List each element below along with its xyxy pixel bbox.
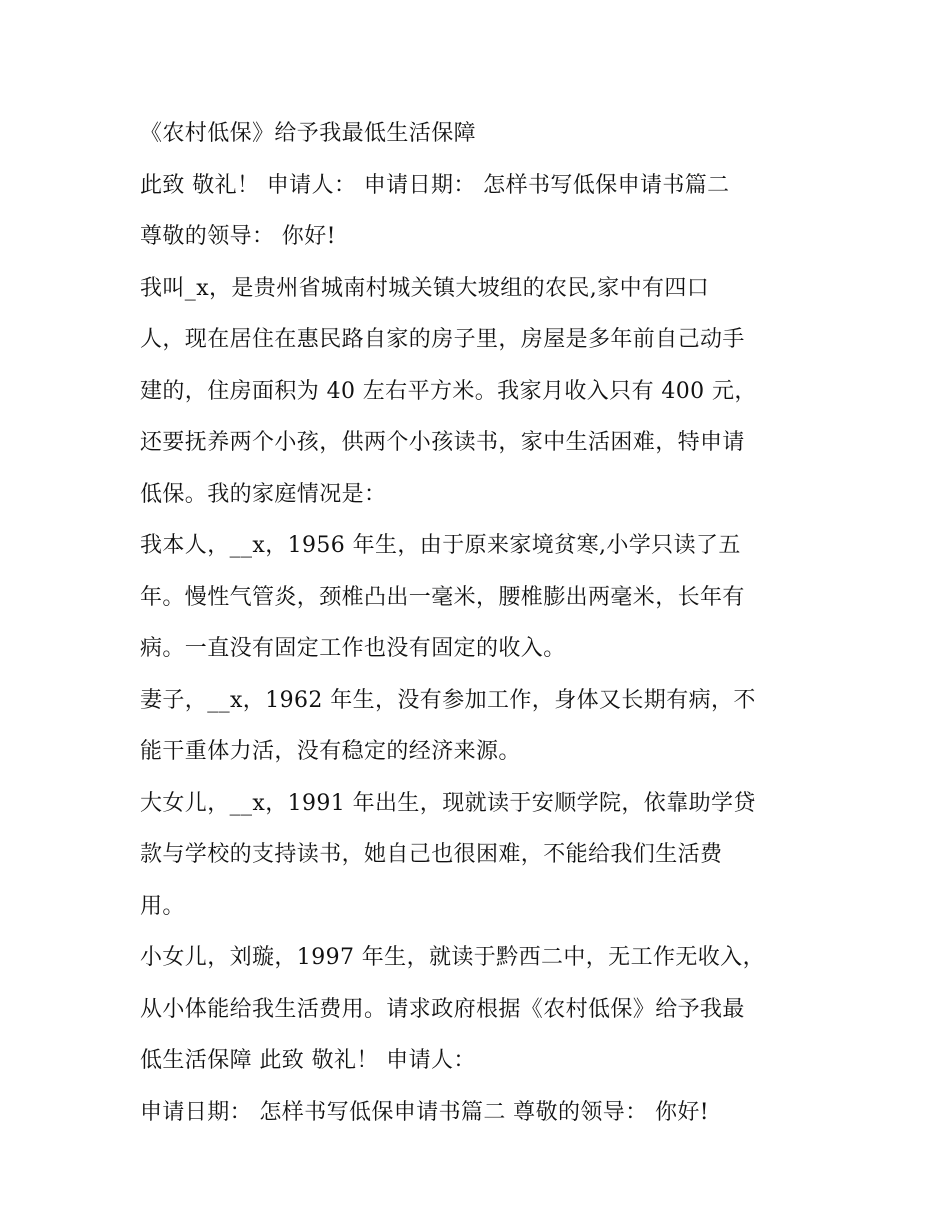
text-line: 还要抚养两个小孩，供两个小孩读书，家中生活困难，特申请 <box>140 430 745 455</box>
text-line: 年。慢性气管炎，颈椎凸出一毫米，腰椎膨出两毫米，长年有 <box>140 584 745 610</box>
text-line: 小女儿，刘璇，1997 年生，就读于黔西二中，无工作无收入， <box>140 945 765 970</box>
text-line: 我本人，__x，1956 年生，由于原来家境贫寒,小学只读了五 <box>140 533 741 558</box>
text-line: 妻子，__x，1962 年生，没有参加工作，身体又长期有病，不 <box>140 687 756 713</box>
text-line: 低生活保障 此致 敬礼！ 申请人： <box>140 1048 476 1073</box>
text-line: 尊敬的领导： 你好! <box>140 224 336 249</box>
text-line: 能干重体力活，没有稳定的经济来源。 <box>140 739 521 764</box>
text-line: 《农村低保》给予我最低生活保障 <box>140 121 477 146</box>
text-line: 此致 敬礼！ 申请人： 申请日期： 怎样书写低保申请书篇二 <box>140 172 730 198</box>
text-line: 病。一直没有固定工作也没有固定的收入。 <box>140 636 566 661</box>
text-line: 大女儿，__x，1991 年出生，现就读于安顺学院，依靠助学贷 <box>140 790 756 816</box>
text-line: 人，现在居住在惠民路自家的房子里，房屋是多年前自己动手 <box>140 327 745 352</box>
text-line: 款与学校的支持读书，她自己也很困难，不能给我们生活费 <box>140 842 723 867</box>
text-line: 建的，住房面积为 40 左右平方米。我家月收入只有 400 元， <box>140 378 757 404</box>
text-line: 用。 <box>140 893 185 919</box>
text-line: 申请日期： 怎样书写低保申请书篇二 尊敬的领导： 你好! <box>140 1099 710 1125</box>
document-body <box>140 108 820 1138</box>
text-line: 从小体能给我生活费用。请求政府根据《农村低保》给予我最 <box>140 996 745 1022</box>
text-line: 低保。我的家庭情况是： <box>140 481 387 507</box>
text-line: 我叫_x，是贵州省城南村城关镇大坡组的农民,家中有四口 <box>140 275 710 301</box>
